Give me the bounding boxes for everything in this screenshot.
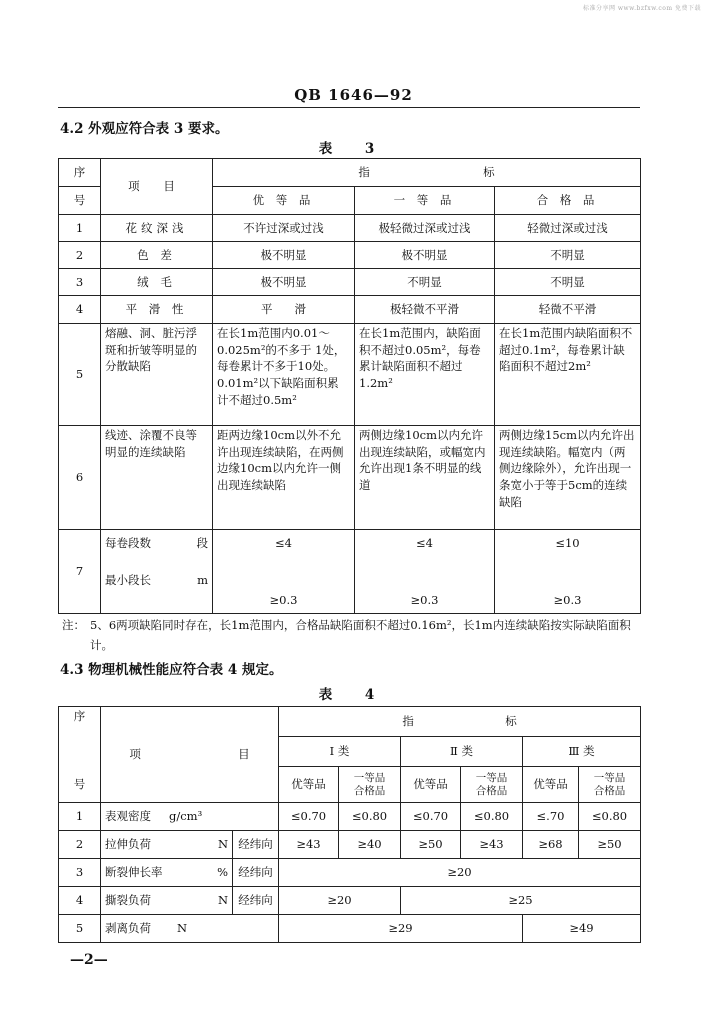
grade-header: 一 等 品 <box>355 187 495 215</box>
direction: 经纬向 <box>233 887 279 915</box>
cell: 不明显 <box>495 242 641 269</box>
row-no: 6 <box>59 426 101 530</box>
table-row <box>59 915 641 943</box>
cell: 轻微过深或过浅 <box>495 215 641 242</box>
row-item: 剥离负荷 N <box>101 915 279 943</box>
page-number: —2— <box>70 952 108 968</box>
cell: 极轻微不平滑 <box>355 296 495 324</box>
table-row <box>59 803 641 831</box>
cell: ≤0.70 <box>279 803 339 831</box>
row-item <box>101 530 213 614</box>
note-text: 5、6两项缺陷同时存在，长1m范围内，合格品缺陷面积不超过0.16m²，长1m内连续缺陷按实际缺陷面积计。 <box>90 618 631 652</box>
cell: ≥68 <box>523 831 579 859</box>
note-label: 注： <box>62 618 85 632</box>
item-header-a: 项 <box>129 747 141 762</box>
unit-label: N <box>217 837 228 852</box>
value: ≥0.3 <box>269 592 298 607</box>
cell: ≥50 <box>401 831 461 859</box>
cell <box>355 530 495 614</box>
cell: ≥49 <box>523 915 641 943</box>
unit-label: 段 <box>196 535 208 550</box>
value: ≤4 <box>416 535 433 550</box>
cell: 极不明显 <box>213 269 355 296</box>
row-item: 花纹深浅 <box>101 215 213 242</box>
grade-header: 优等品 <box>279 767 339 803</box>
cell: 两侧边缘10cm以内允许出现连续缺陷，或幅宽内允许出现1条不明显的线道 <box>355 426 495 530</box>
row-item: 拉伸负荷 N <box>101 831 233 859</box>
cell: ≥20 <box>279 887 401 915</box>
table-row <box>59 887 641 915</box>
value: ≥0.3 <box>553 592 582 607</box>
grade-header: 合 格 品 <box>495 187 641 215</box>
cell: 在长1m范围内缺陷面积不超过0.1m²，每卷累计缺陷面积不超过2m² <box>495 324 641 426</box>
index-header: 指 标 <box>213 159 641 187</box>
cell: 极轻微过深或过浅 <box>355 215 495 242</box>
row-item: 色 差 <box>101 242 213 269</box>
value: ≤10 <box>555 535 580 550</box>
grade-header: 一等品 合格品 <box>579 767 641 803</box>
row-no: 2 <box>59 242 101 269</box>
seq-header-bottom: 号 <box>59 767 101 803</box>
row-no: 3 <box>59 859 101 887</box>
table-row <box>59 242 641 269</box>
row-no: 4 <box>59 887 101 915</box>
cell: 不明显 <box>355 269 495 296</box>
row-no: 5 <box>59 915 101 943</box>
row-no: 1 <box>59 803 101 831</box>
cell: 两侧边缘15cm以内允许出现连续缺陷。幅宽内（两侧边缘除外），允许出现一条宽小于等于5cm的连续缺陷 <box>495 426 641 530</box>
cell: ≥20 <box>279 859 641 887</box>
cell: ≥43 <box>461 831 523 859</box>
row-item: 撕裂负荷 N <box>101 887 233 915</box>
row-no: 3 <box>59 269 101 296</box>
grade-header: 优等品 <box>401 767 461 803</box>
cell: ≤0.80 <box>461 803 523 831</box>
direction: 经纬向 <box>233 859 279 887</box>
table-row <box>59 296 641 324</box>
table-4 <box>58 706 641 943</box>
cell: ≤0.80 <box>339 803 401 831</box>
grade-header: 一等品 合格品 <box>339 767 401 803</box>
cell: ≥43 <box>279 831 339 859</box>
item-label: 最小段长 <box>105 572 151 587</box>
table3-caption: 表 3 <box>318 141 389 157</box>
table4-caption: 表 4 <box>318 687 389 703</box>
class-header: Ⅲ 类 <box>523 737 641 767</box>
row-item: 熔融、洞、脏污浮斑和折皱等明显的分散缺陷 <box>101 324 213 426</box>
section-4-3-heading: 4.3 物理机械性能应符合表 4 规定。 <box>60 662 283 678</box>
cell <box>213 530 355 614</box>
cell: ≥50 <box>579 831 641 859</box>
seq-header-mid <box>59 737 101 767</box>
row-item: 线迹、涂覆不良等明显的连续缺陷 <box>101 426 213 530</box>
cell: ≥40 <box>339 831 401 859</box>
index-header: 指 标 <box>279 707 641 737</box>
unit-label: g/cm³ <box>169 809 203 824</box>
grade-header: 一等品 合格品 <box>461 767 523 803</box>
row-no: 4 <box>59 296 101 324</box>
cell: ≤.70 <box>523 803 579 831</box>
table-row <box>59 215 641 242</box>
cell: 在长1m范围内0.01～0.025m²的不多于 1处，每卷累计不多于10处。0.01m²以下缺陷面积累计不超过0.5m² <box>213 324 355 426</box>
item-header: 项 目 <box>101 159 213 215</box>
row-item: 断裂伸长率 % <box>101 859 233 887</box>
table-row <box>59 269 641 296</box>
table3-note <box>62 616 650 655</box>
value: ≥0.3 <box>410 592 439 607</box>
direction: 经纬向 <box>233 831 279 859</box>
cell: 距两边缘10cm以外不允许出现连续缺陷，在两侧边缘10cm以内允许一侧出现连续缺陷 <box>213 426 355 530</box>
unit-label: N <box>217 893 228 908</box>
table-row <box>59 831 641 859</box>
cell: ≥29 <box>279 915 523 943</box>
cell: ≤0.70 <box>401 803 461 831</box>
table-row <box>59 859 641 887</box>
row-item: 平 滑 性 <box>101 296 213 324</box>
row-no: 1 <box>59 215 101 242</box>
seq-header-top: 序 <box>59 159 101 187</box>
header-rule <box>58 107 640 108</box>
cell: 轻微不平滑 <box>495 296 641 324</box>
unit-label: % <box>217 865 228 880</box>
seq-header-bottom: 号 <box>59 187 101 215</box>
cell: ≥25 <box>401 887 641 915</box>
cell: ≤0.80 <box>579 803 641 831</box>
watermark: 标准分享网 www.bzfxw.com 免费下载 <box>582 5 701 12</box>
cell: 极不明显 <box>213 242 355 269</box>
section-4-2-heading: 4.2 外观应符合表 3 要求。 <box>60 121 229 137</box>
row-no: 2 <box>59 831 101 859</box>
item-header-b: 目 <box>238 747 250 762</box>
row-item: 表观密度 g/cm³ <box>101 803 279 831</box>
table-3 <box>58 158 641 614</box>
grade-header: 优 等 品 <box>213 187 355 215</box>
cell: 平 滑 <box>213 296 355 324</box>
seq-header-top: 序 <box>59 707 101 737</box>
item-header <box>101 707 279 803</box>
row-no: 7 <box>59 530 101 614</box>
class-header: Ⅰ 类 <box>279 737 401 767</box>
value: ≤4 <box>275 535 292 550</box>
cell: 不明显 <box>495 269 641 296</box>
table-row <box>59 530 641 614</box>
row-no: 5 <box>59 324 101 426</box>
cell: 在长1m范围内，缺陷面积不超过0.05m²，每卷累计缺陷面积不超过1.2m² <box>355 324 495 426</box>
row-item: 绒 毛 <box>101 269 213 296</box>
cell <box>495 530 641 614</box>
grade-header: 优等品 <box>523 767 579 803</box>
cell: 极不明显 <box>355 242 495 269</box>
unit-label: m <box>197 572 208 587</box>
standard-number: QB 1646—92 <box>294 86 413 104</box>
class-header: Ⅱ 类 <box>401 737 523 767</box>
item-label: 每卷段数 <box>105 535 151 550</box>
table-row <box>59 324 641 426</box>
unit-label: N <box>177 921 188 936</box>
table-row <box>59 426 641 530</box>
cell: 不许过深或过浅 <box>213 215 355 242</box>
